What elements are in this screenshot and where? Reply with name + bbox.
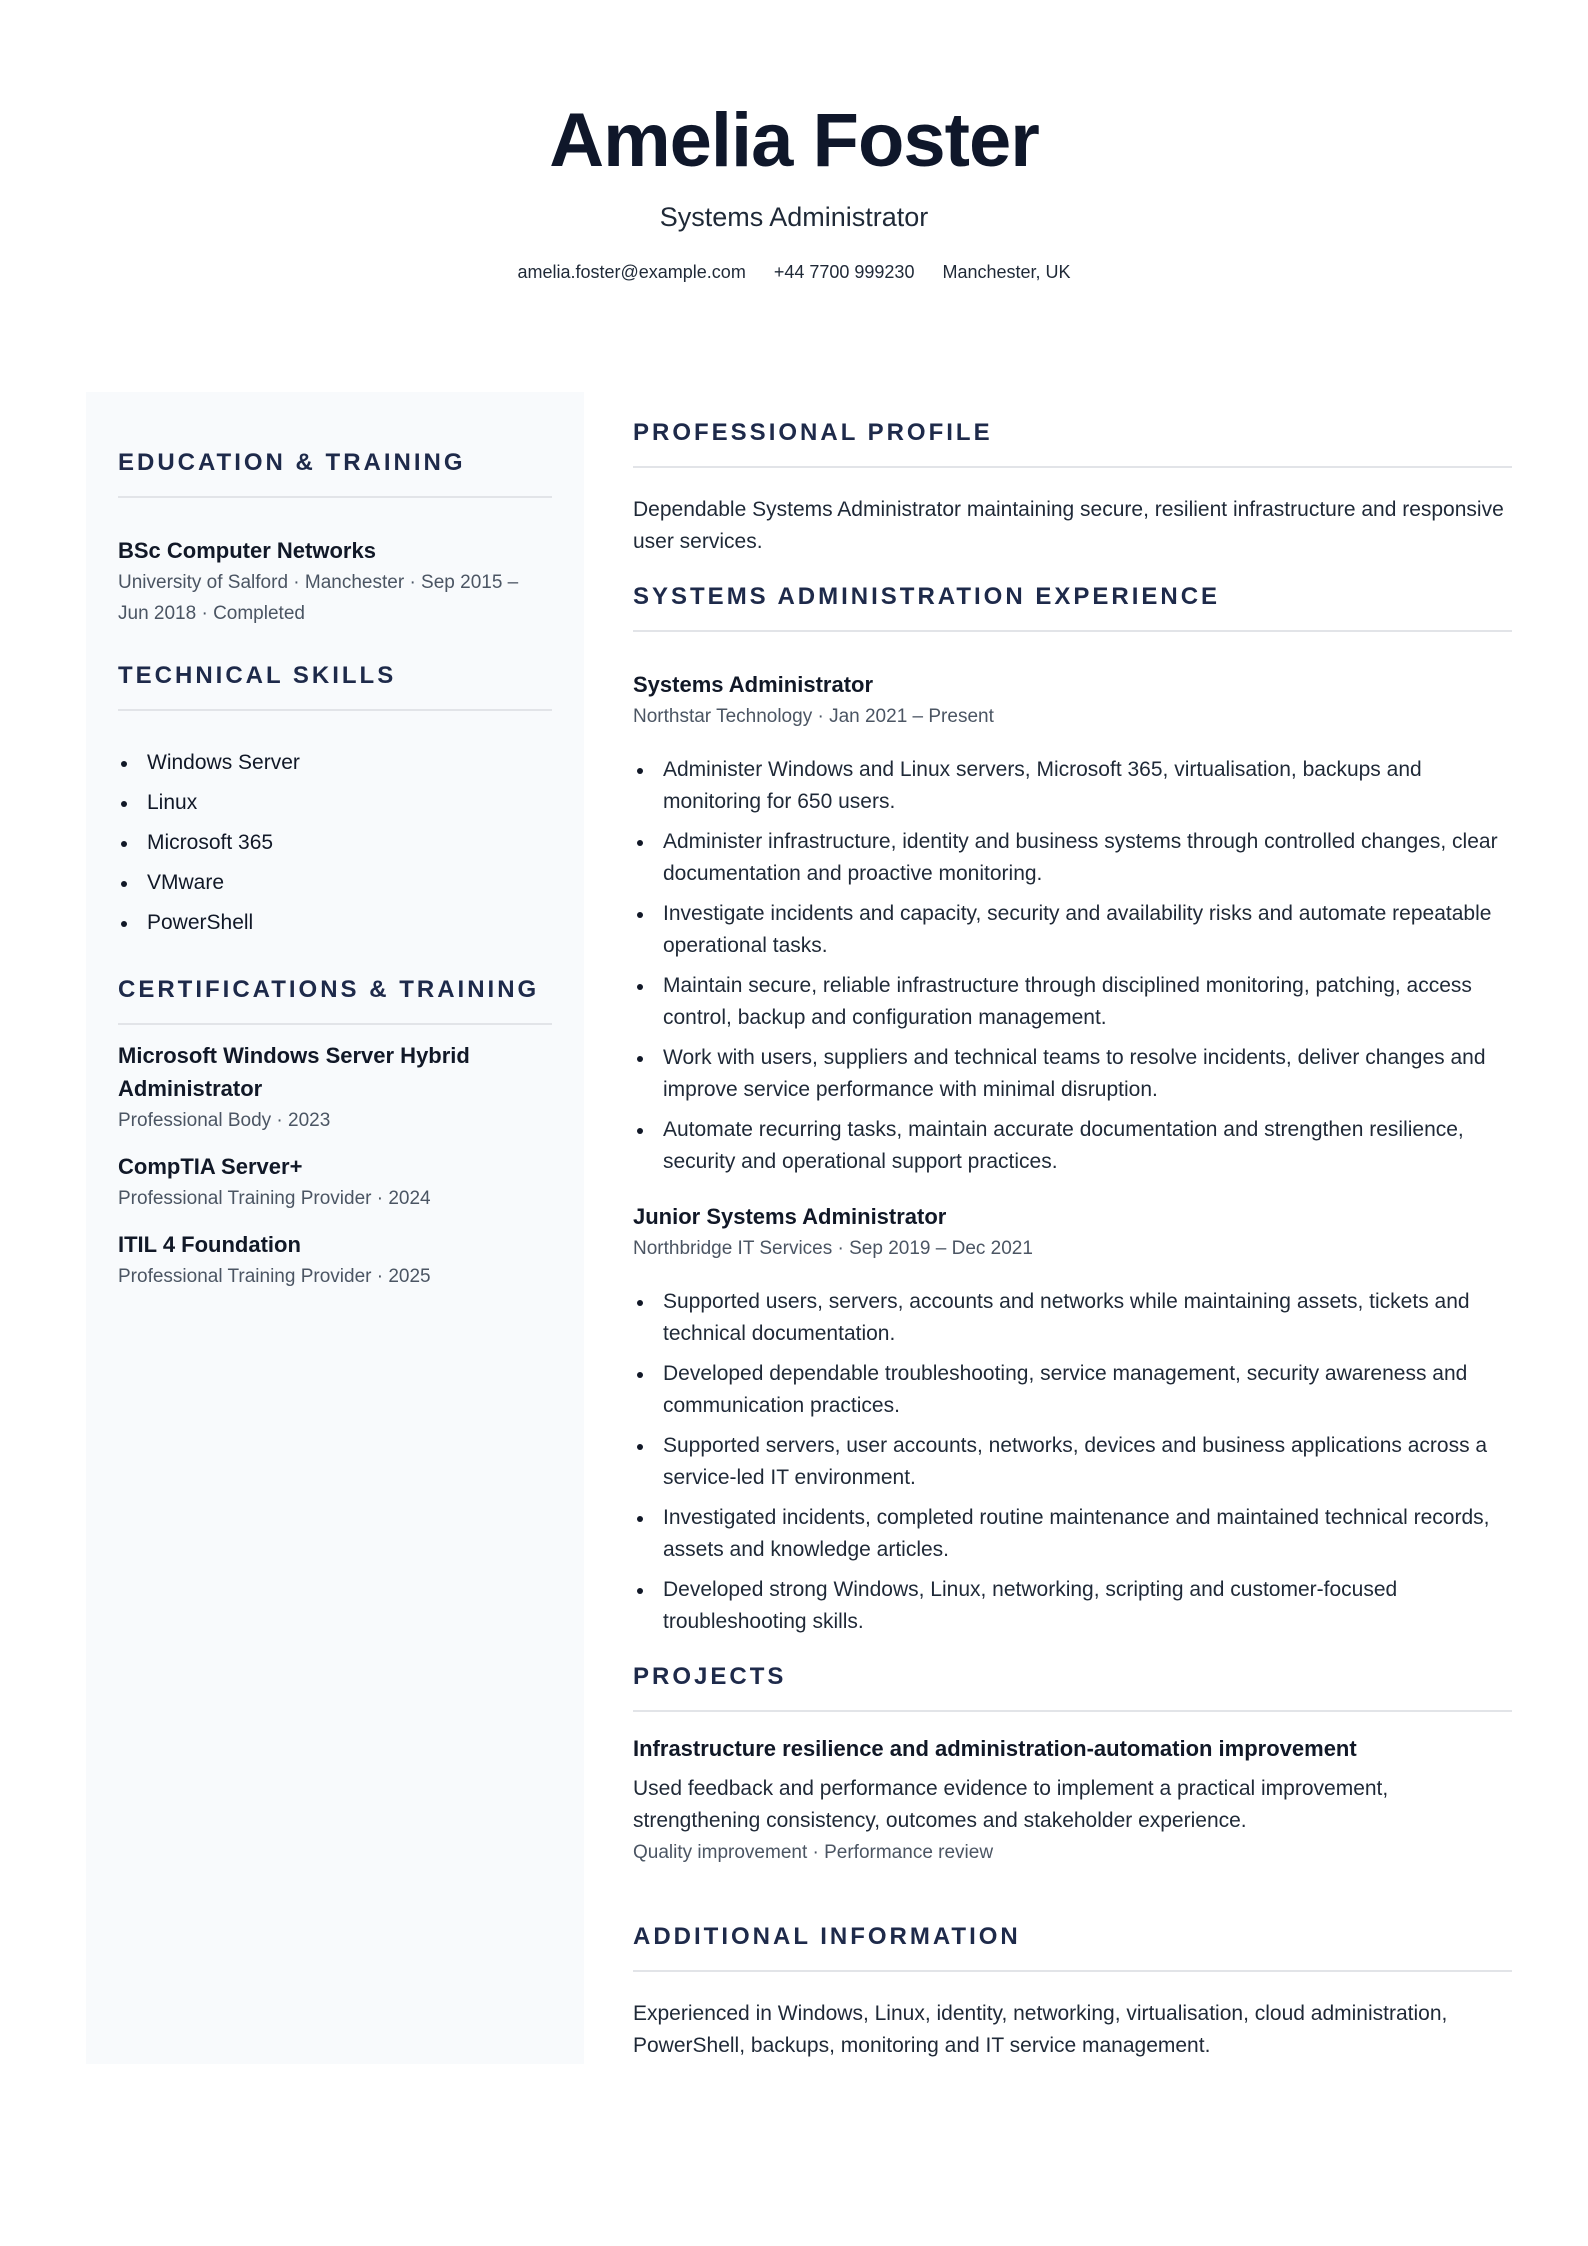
section-title: CERTIFICATIONS & TRAINING xyxy=(118,976,540,1003)
job-bullet: Work with users, suppliers and technical teams to resolve incidents, deliver changes and improve service performance with minimal disruption. xyxy=(633,1042,1512,1106)
job-bullet: Developed strong Windows, Linux, networking, scripting and customer-focused troubleshooting skills. xyxy=(633,1574,1512,1638)
job-bullets xyxy=(633,1286,1512,1638)
project-tags: Quality improvement · Performance review xyxy=(633,1842,994,1863)
job-bullet: Maintain secure, reliable infrastructure through disciplined monitoring, patching, access control, backup and configuration management. xyxy=(633,970,1512,1034)
skill-item: Linux xyxy=(118,783,552,823)
job-bullet: Automate recurring tasks, maintain accurate documentation and strengthen resilience, security and operational support practices. xyxy=(633,1114,1512,1178)
job-bullet: Developed dependable troubleshooting, service management, security awareness and communication practices. xyxy=(633,1358,1512,1422)
section-title: TECHNICAL SKILLS xyxy=(118,662,397,689)
project-name: Infrastructure resilience and administration-automation improvement xyxy=(633,1736,1357,1761)
skill-item: VMware xyxy=(118,863,552,903)
skill-item: Windows Server xyxy=(118,743,552,783)
certification-entry xyxy=(118,1039,552,1136)
certification-name: Microsoft Windows Server Hybrid Administrator xyxy=(118,1043,470,1101)
job-title: Junior Systems Administrator xyxy=(633,1204,947,1229)
certification-name: CompTIA Server+ xyxy=(118,1154,303,1179)
certification-meta: Professional Training Provider · 2025 xyxy=(118,1266,431,1287)
section-title: EDUCATION & TRAINING xyxy=(118,449,466,476)
section-divider xyxy=(633,630,1512,632)
job-entry xyxy=(633,668,1512,1178)
certifications-section xyxy=(118,975,552,1292)
section-divider xyxy=(118,496,552,498)
skills-list xyxy=(118,743,552,943)
job-title: Systems Administrator xyxy=(633,672,874,697)
section-divider xyxy=(633,1970,1512,1972)
contact-location: Manchester, UK xyxy=(942,262,1071,282)
section-divider xyxy=(118,1023,552,1025)
section-divider xyxy=(633,466,1512,468)
job-meta: Northbridge IT Services · Sep 2019 – Dec 2021 xyxy=(633,1238,1033,1259)
certification-meta: Professional Training Provider · 2024 xyxy=(118,1188,431,1209)
contact-phone: +44 7700 999230 xyxy=(773,262,915,282)
skill-item: Microsoft 365 xyxy=(118,823,552,863)
candidate-role: Systems Administrator xyxy=(659,202,929,232)
sidebar xyxy=(86,392,584,2064)
education-section xyxy=(118,448,552,629)
education-entry xyxy=(118,534,552,629)
section-divider xyxy=(118,709,552,711)
job-bullet: Investigate incidents and capacity, security and availability risks and automate repeatable operational tasks. xyxy=(633,898,1512,962)
skills-section xyxy=(118,661,552,943)
experience-section xyxy=(633,582,1512,1638)
section-title: PROJECTS xyxy=(633,1663,787,1690)
job-bullet: Supported users, servers, accounts and networks while maintaining assets, tickets and technical documentation. xyxy=(633,1286,1512,1350)
resume-header xyxy=(0,96,1588,284)
projects-section xyxy=(633,1662,1512,1868)
skill-item: PowerShell xyxy=(118,903,552,943)
contact-line xyxy=(0,260,1588,284)
additional-text: Experienced in Windows, Linux, identity, networking, virtualisation, cloud administration, PowerShell, backups, monitoring and IT service management. xyxy=(633,2002,1448,2057)
section-title: PROFESSIONAL PROFILE xyxy=(633,419,993,446)
certification-entry xyxy=(118,1150,552,1214)
profile-text: Dependable Systems Administrator maintaining secure, resilient infrastructure and responsive user services. xyxy=(633,498,1504,553)
additional-section xyxy=(633,1922,1512,2062)
certification-name: ITIL 4 Foundation xyxy=(118,1232,301,1257)
main-column xyxy=(633,392,1512,2062)
section-divider xyxy=(633,1710,1512,1712)
job-bullet: Supported servers, user accounts, networks, devices and business applications across a service-led IT environment. xyxy=(633,1430,1512,1494)
degree-details: University of Salford · Manchester · Sep 2015 – Jun 2018 · Completed xyxy=(118,572,519,624)
candidate-name: Amelia Foster xyxy=(549,98,1039,183)
certification-entry xyxy=(118,1228,552,1292)
section-title: SYSTEMS ADMINISTRATION EXPERIENCE xyxy=(633,583,1221,610)
job-bullet: Investigated incidents, completed routine maintenance and maintained technical records, assets and knowledge articles. xyxy=(633,1502,1512,1566)
job-bullet: Administer infrastructure, identity and business systems through controlled changes, clear documentation and proactive monitoring. xyxy=(633,826,1512,890)
job-meta: Northstar Technology · Jan 2021 – Present xyxy=(633,706,994,727)
contact-email: amelia.foster@example.com xyxy=(517,262,746,282)
profile-section xyxy=(633,418,1512,558)
project-entry xyxy=(633,1732,1512,1868)
job-bullet: Administer Windows and Linux servers, Microsoft 365, virtualisation, backups and monitoring for 650 users. xyxy=(633,754,1512,818)
job-entry xyxy=(633,1200,1512,1638)
project-text: Used feedback and performance evidence to implement a practical improvement, strengthening consistency, outcomes and stakeholder experience. xyxy=(633,1777,1389,1832)
certifications-list xyxy=(118,1039,552,1292)
job-bullets xyxy=(633,754,1512,1178)
section-title: ADDITIONAL INFORMATION xyxy=(633,1923,1021,1950)
degree-title: BSc Computer Networks xyxy=(118,538,376,563)
certification-meta: Professional Body · 2023 xyxy=(118,1110,331,1131)
